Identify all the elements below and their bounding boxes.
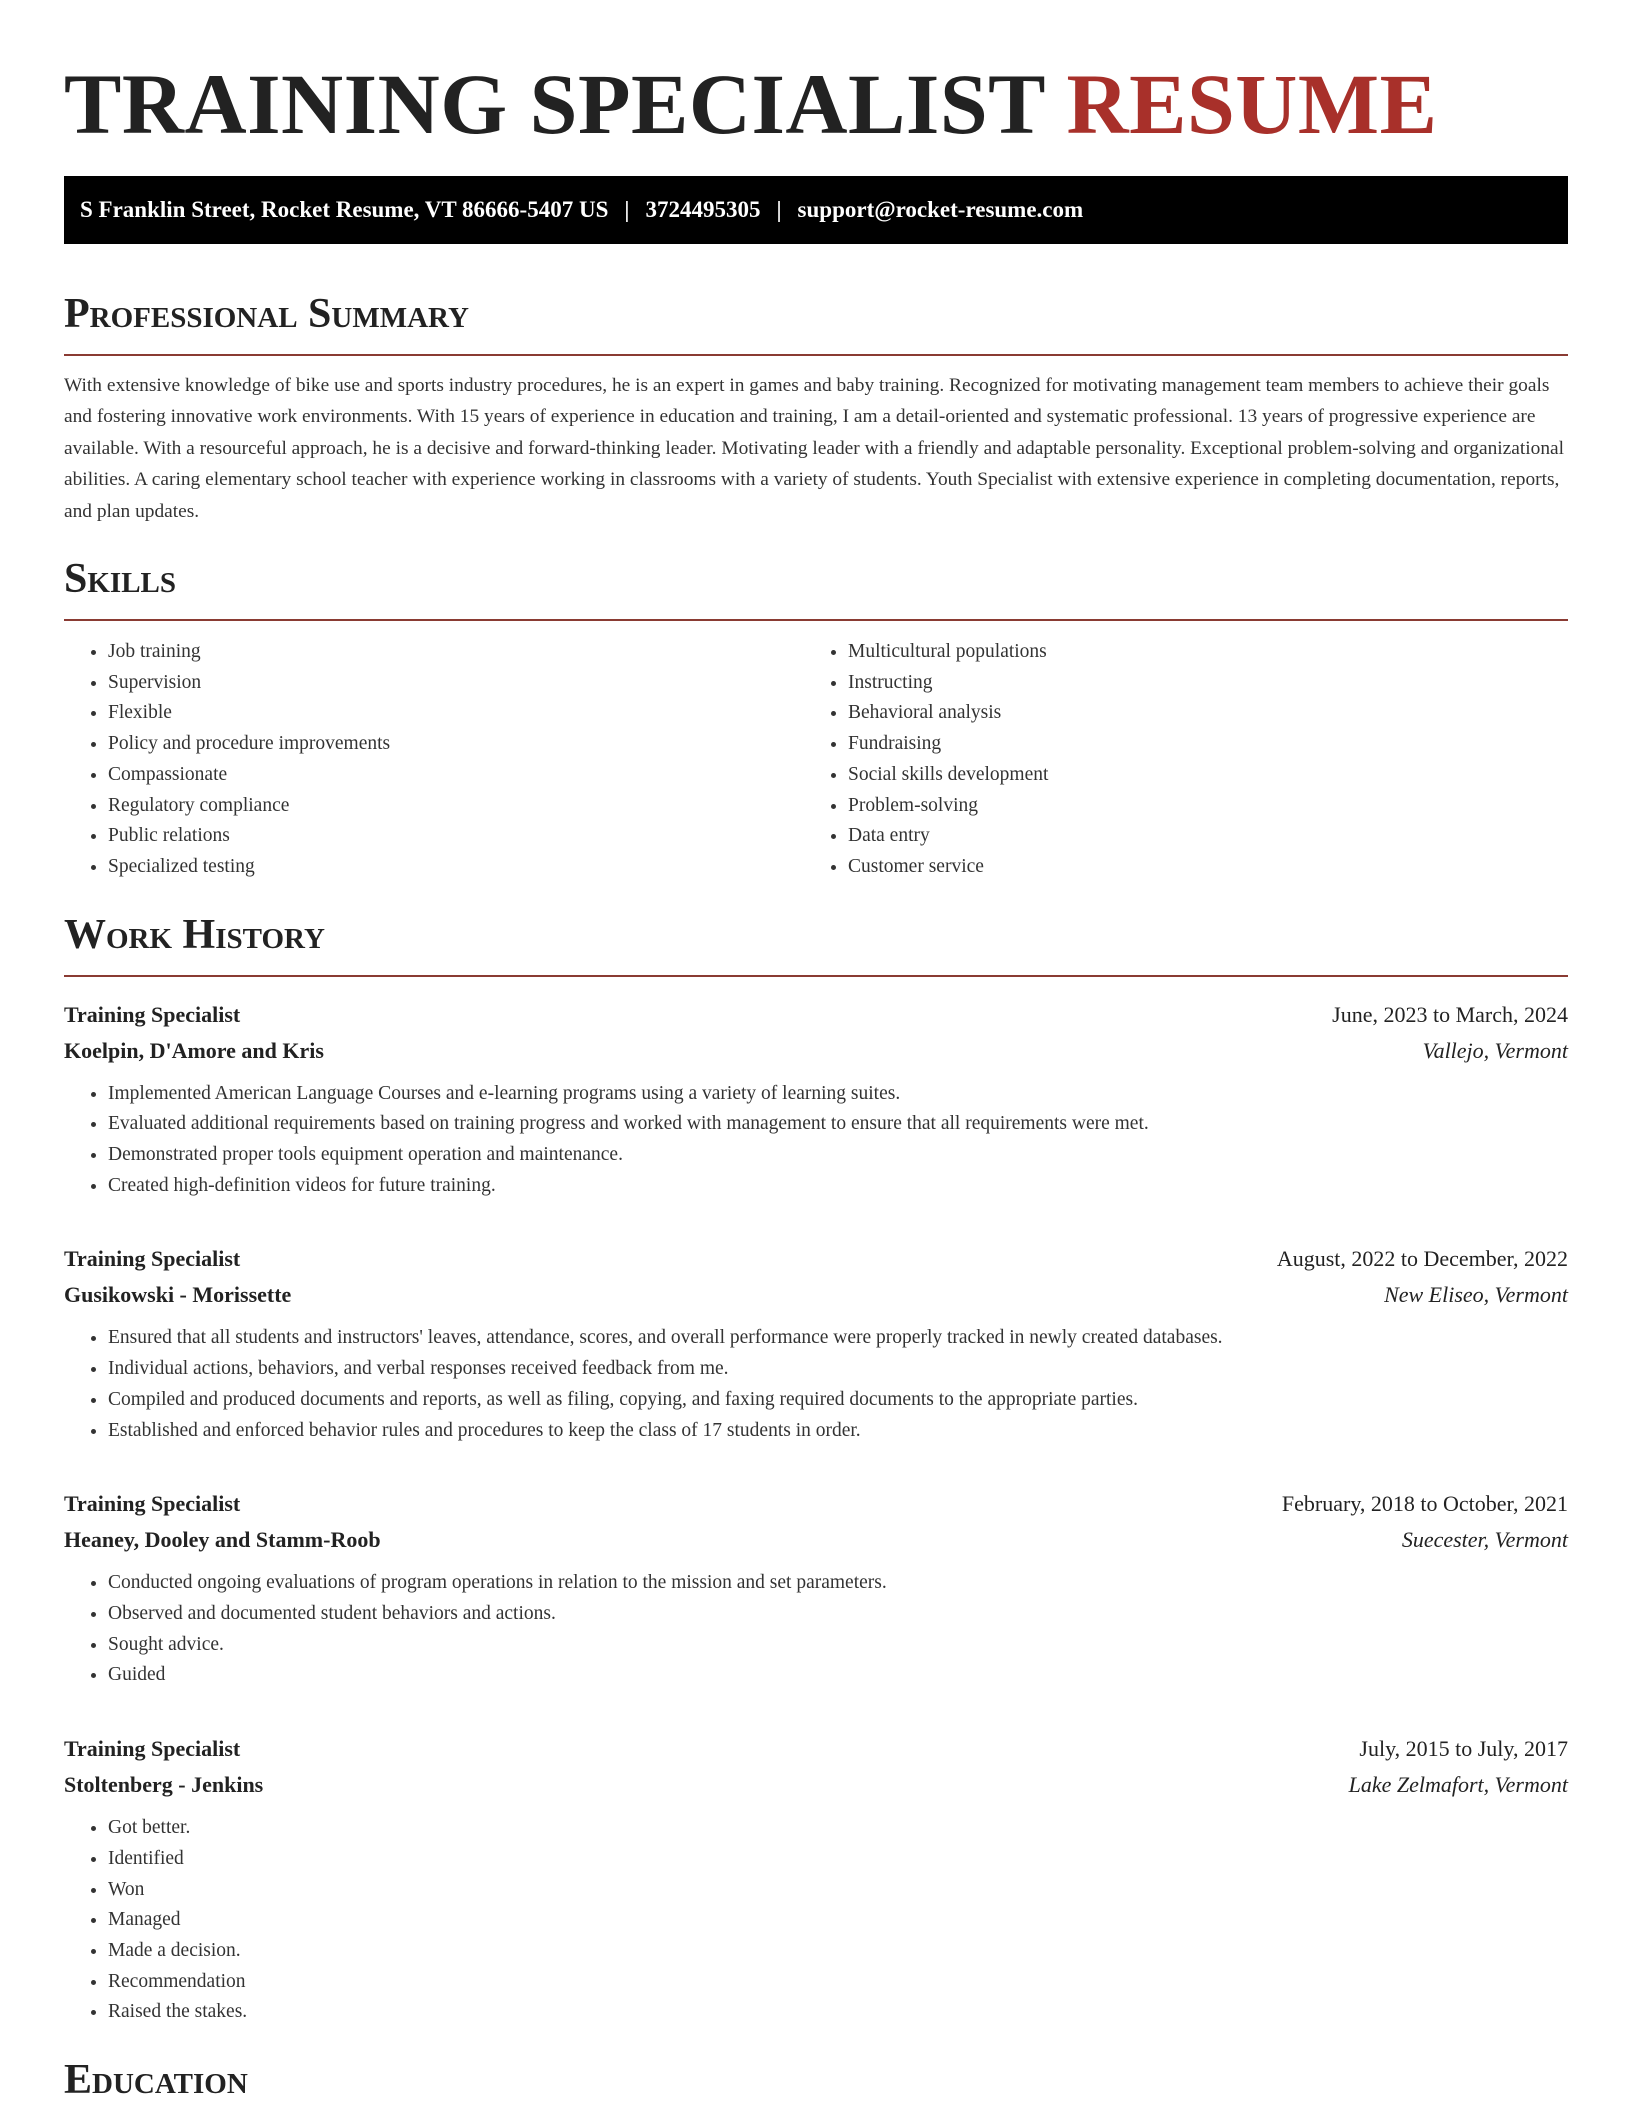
skill-item: • Supervision [108,668,804,699]
job-location: Suecester, Vermont [1401,1527,1568,1553]
skill-item: • Customer service [848,852,1544,883]
section-divider [64,619,1568,621]
job-bullet: • Sought advice. [108,1630,1568,1661]
job-location: New Eliseo, Vermont [1384,1282,1568,1308]
job-header-row [64,997,1568,1033]
job-bullet: • Managed [108,1905,1568,1936]
job-bullets [64,1079,1568,1202]
title-main: TRAINING SPECIALIST [64,56,1045,152]
skill-item: • Specialized testing [108,852,804,883]
job-header-row [64,1486,1568,1522]
summary-section [64,288,1568,527]
job-bullet: • Created high-definition videos for future training. [108,1171,1568,1202]
job-entry [64,1241,1568,1446]
job-entry [64,997,1568,1202]
job-dates: June, 2023 to March, 2024 [1332,1001,1568,1027]
skills-column-right [804,637,1544,883]
contact-separator: | [776,197,782,222]
job-bullet: • Ensured that all students and instructors' leaves, attendance, scores, and overall performance were properly tracked in newly created databases. [108,1323,1568,1354]
resume-title [64,0,1568,152]
skills-section [64,553,1568,883]
job-dates: February, 2018 to October, 2021 [1281,1491,1568,1517]
contact-phone: 3724495305 [645,197,761,222]
job-dates: August, 2022 to December, 2022 [1276,1246,1568,1272]
skill-item: • Problem-solving [848,791,1544,822]
job-bullet: • Conducted ongoing evaluations of program operations in relation to the mission and set parameters. [108,1568,1568,1599]
contact-address: S Franklin Street, Rocket Resume, VT 86666-5407 US [80,197,609,222]
job-bullet: • Identified [108,1844,1568,1875]
skill-item: • Multicultural populations [848,637,1544,668]
skill-item: • Fundraising [848,729,1544,760]
skill-item: • Policy and procedure improvements [108,729,804,760]
skill-item: • Compassionate [108,760,804,791]
skills-grid [64,637,1568,883]
job-bullet: • Recommendation [108,1967,1568,1998]
job-title: Training Specialist [64,1736,241,1762]
job-bullets [64,1323,1568,1446]
skill-item: • Job training [108,637,804,668]
job-bullet: • Observed and documented student behaviors and actions. [108,1599,1568,1630]
job-company-row [64,1522,1568,1558]
contact-separator: | [624,197,630,222]
education-heading: Education [64,2057,248,2104]
skill-item: • Social skills development [848,760,1544,791]
section-divider [64,354,1568,356]
job-bullet: • Demonstrated proper tools equipment operation and maintenance. [108,1140,1568,1171]
work-history-heading: Work History [64,911,325,958]
job-title: Training Specialist [64,1491,241,1517]
title-accent: RESUME [1066,56,1438,152]
job-company-row [64,1033,1568,1069]
summary-heading: Professional Summary [64,291,469,337]
education-section [64,2054,1568,2106]
job-dates: July, 2015 to July, 2017 [1359,1736,1568,1762]
job-bullet: • Raised the stakes. [108,1997,1568,2028]
job-entry [64,1486,1568,1691]
skill-item: • Public relations [108,821,804,852]
job-entry [64,1731,1568,2028]
job-company: Heaney, Dooley and Stamm-Roob [64,1527,381,1553]
job-bullet: • Got better. [108,1813,1568,1844]
skills-heading: Skills [64,556,177,603]
job-company-row [64,1277,1568,1313]
job-title: Training Specialist [64,1001,241,1027]
job-bullet: • Guided [108,1660,1568,1691]
job-bullet: • Individual actions, behaviors, and verbal responses received feedback from me. [108,1354,1568,1385]
summary-text: With extensive knowledge of bike use and sports industry procedures, he is an expert in games and baby training. Recognized for motivating management team members to achieve their goals and fostering innovative work environments. With 15 years of experience in education and training, I am a detail-oriented and systematic professional. 13 years of progressive experience are available. With a resourceful approach, he is a decisive and forward-thinking leader. Motivating leader with a friendly and adaptable personality. Exceptional problem-solving and organizational abilities. A caring elementary school teacher with experience working in classrooms with a variety of students. Youth Specialist with extensive experience in completing documentation, reports, and plan updates. [64,375,1565,522]
skill-item: • Regulatory compliance [108,791,804,822]
contact-email[interactable]: support@rocket-resume.com [797,197,1084,222]
job-bullet: • Made a decision. [108,1936,1568,1967]
contact-bar [64,176,1568,244]
skill-item: • Behavioral analysis [848,698,1544,729]
section-divider [64,975,1568,977]
job-location: Vallejo, Vermont [1422,1037,1568,1063]
skills-column-left [64,637,804,883]
skill-item: • Data entry [848,821,1544,852]
work-history-section [64,909,1568,2028]
job-header-row [64,1241,1568,1277]
job-company-row [64,1767,1568,1803]
job-bullets [64,1568,1568,1691]
job-bullet: • Evaluated additional requirements based on training progress and worked with management to ensure that all requirements were met. [108,1109,1568,1140]
job-location: Lake Zelmafort, Vermont [1348,1772,1568,1798]
job-bullet: • Established and enforced behavior rules and procedures to keep the class of 17 students in order. [108,1416,1568,1447]
job-bullet: • Won [108,1875,1568,1906]
job-title: Training Specialist [64,1246,241,1272]
job-header-row [64,1731,1568,1767]
job-company: Koelpin, D'Amore and Kris [64,1037,324,1063]
job-bullets [64,1813,1568,2028]
job-bullet: • Compiled and produced documents and reports, as well as filing, copying, and faxing required documents to the appropriate parties. [108,1385,1568,1416]
skill-item: • Flexible [108,698,804,729]
job-bullet: • Implemented American Language Courses and e-learning programs using a variety of learning suites. [108,1079,1568,1110]
skill-item: • Instructing [848,668,1544,699]
job-company: Stoltenberg - Jenkins [64,1772,264,1798]
job-company: Gusikowski - Morissette [64,1282,292,1308]
